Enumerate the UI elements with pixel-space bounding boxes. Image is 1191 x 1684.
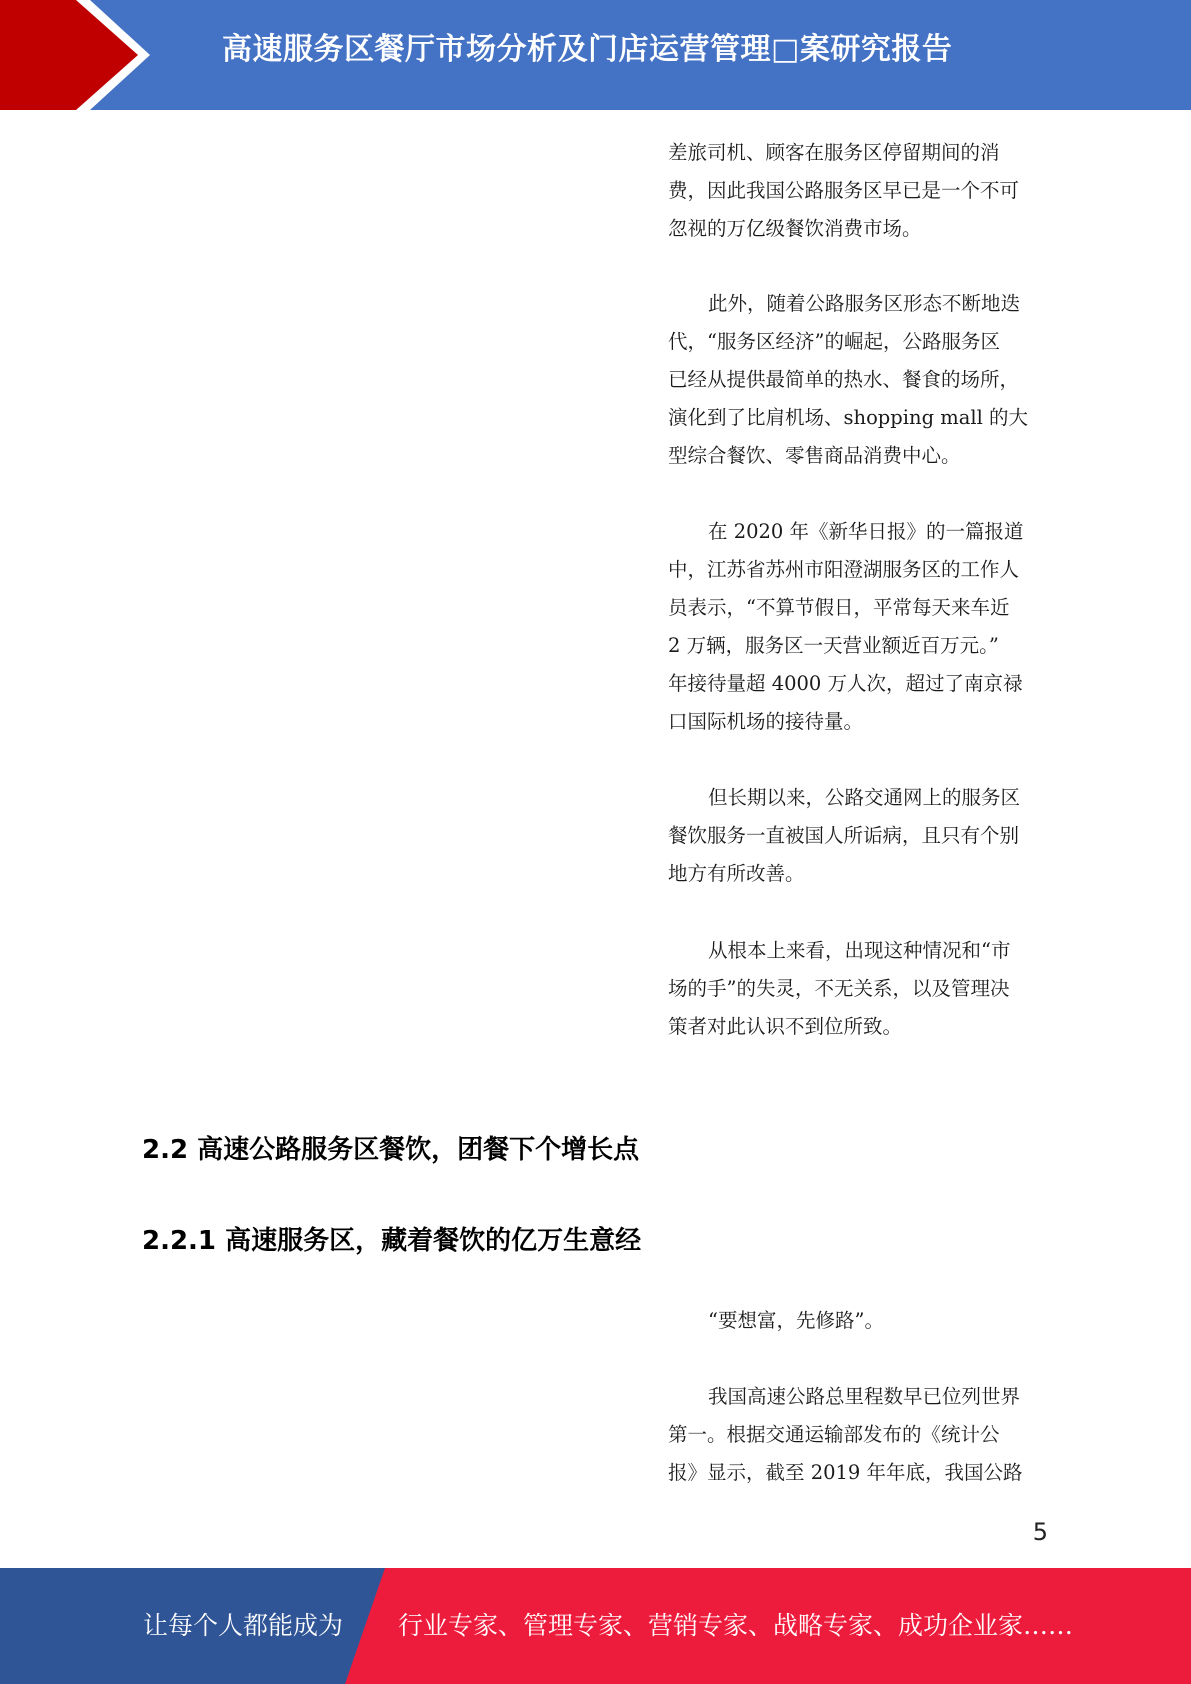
paragraph-6 [668,1302,1048,1340]
paragraph-5 [668,932,1048,1046]
text-line: 差旅司机、顾客在服务区停留期间的消 [668,141,1000,164]
document-title: 高速服务区餐厅市场分析及门店运营管理□案研究报告 [222,32,953,67]
text-line: 已经从提供最简单的热水、餐食的场所， [668,368,1020,391]
page-footer [0,1568,1191,1684]
section-heading-2-2-1: 2.2.1 高速服务区，藏着餐饮的亿万生意经 [142,1226,642,1256]
paragraph-1 [668,134,1048,248]
page-number: 5 [1032,1518,1048,1546]
text-line: 我国高速公路总里程数早已位列世界 [708,1385,1021,1408]
text-line: 代，“服务区经济”的崛起，公路服务区 [668,330,1000,353]
text-line: 策者对此认识不到位所致。 [668,1015,903,1038]
text-line: “要想富，先修路”。 [708,1309,884,1332]
text-line: 报》显示，截至 2019 年年底，我国公路 [668,1461,1023,1484]
text-line: 忽视的万亿级餐饮消费市场。 [668,217,922,240]
text-line: 型综合餐饮、零售商品消费中心。 [668,444,961,467]
text-line: 2 万辆，服务区一天营业额近百万元。” [668,634,999,657]
text-line: 餐饮服务一直被国人所诟病，且只有个别 [668,824,1020,847]
header-arrow-decoration [0,0,160,110]
text-line: 但长期以来，公路交通网上的服务区 [708,786,1021,809]
text-line: 从根本上来看，出现这种情况和“市 [708,939,1011,962]
text-line: 演化到了比肩机场、shopping mall 的大 [668,406,1029,429]
text-line: 此外，随着公路服务区形态不断地迭 [708,292,1021,315]
paragraph-7 [668,1378,1048,1492]
paragraph-2 [668,285,1048,475]
text-line: 口国际机场的接待量。 [668,710,864,733]
text-line: 费，因此我国公路服务区早已是一个不可 [668,179,1020,202]
text-line: 在 2020 年《新华日报》的一篇报道 [708,520,1024,543]
text-line: 场的手”的失灵，不无关系，以及管理决 [668,977,1010,1000]
paragraph-3 [668,513,1048,741]
text-line: 地方有所改善。 [668,862,805,885]
footer-slogan-right: 行业专家、管理专家、营销专家、战略专家、成功企业家…… [398,1611,1074,1640]
paragraph-4 [668,779,1048,893]
text-line: 年接待量超 4000 万人次，超过了南京禄 [668,672,1023,695]
text-line: 员表示，“不算节假日，平常每天来车近 [668,596,1010,619]
section-heading-2-2: 2.2 高速公路服务区餐饮，团餐下个增长点 [142,1135,640,1165]
text-line: 第一。根据交通运输部发布的《统计公 [668,1423,1000,1446]
page-header [0,0,1191,110]
text-line: 中，江苏省苏州市阳澄湖服务区的工作人 [668,558,1020,581]
footer-slogan-left: 让每个人都能成为 [143,1611,344,1640]
